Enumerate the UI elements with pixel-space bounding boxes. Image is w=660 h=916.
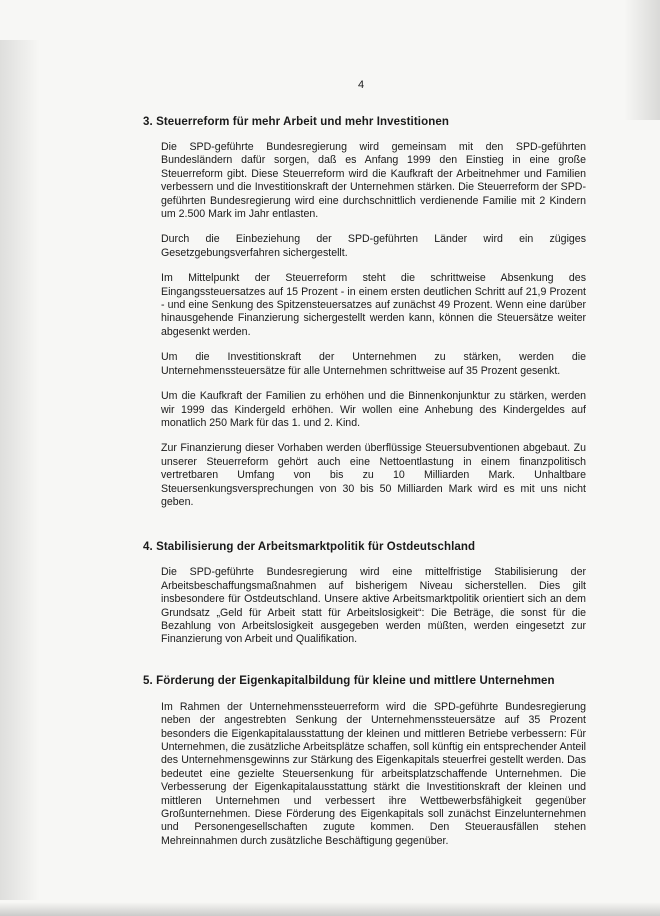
section-eigenkapitalbildung xyxy=(143,675,590,848)
section-body xyxy=(161,566,586,646)
paragraph: Um die Investitionskraft der Unternehmen zu stärken, werden die Unternehmenssteuersätze für alle Unternehmen schrittweise auf 35 Prozent gesenkt. xyxy=(161,351,586,377)
section-body xyxy=(161,141,586,509)
section-heading: 3. Steuerreform für mehr Arbeit und mehr Investitionen xyxy=(143,116,449,128)
section-body xyxy=(161,701,586,848)
paragraph: Um die Kaufkraft der Familien zu erhöhen und die Binnenkonjunktur zu stärken, werden wir 1999 das Kindergeld erhöhen. Wir wollen eine Anhebung des Kindergeldes auf monatlich 250 Mark für das 1. und 2. Kind. xyxy=(161,390,586,429)
paragraph: Im Rahmen der Unternehmenssteuerreform wird die SPD-geführte Bundesregierung neben der angestrebten Senkung der Unternehmenssteuersätze auf 35 Prozent besonders die Eigenkapitalausstattung der kleinen und mittleren Betriebe verbessern: Für Unternehmen, die zusätzliche Arbeitsplätze schaffen, soll künftig ein entsprechender Anteil des Unternehmensgewinns zur Stärkung des Eigenkapitals steuerfrei gestellt werden. Das bedeutet eine gezielte Steuersenkung für arbeitsplatzschaffende Unternehmen. Die Verbesserung der Eigenkapitalausstattung stärkt die Investitionskraft der kleinen und mittleren Unternehmen und verbessert ihre Wettbewerbsfähigkeit gegenüber Großunternehmen. Diese Förderung des Eigenkapitals soll zunächst Einzelunternehmen und Personengesellschaften zugute kommen. Den Steuerausfällen stehen Mehreinnahmen durch zusätzliche Beschäftigung gegenüber. xyxy=(161,700,586,847)
page-number: 4 xyxy=(358,79,365,91)
document-content xyxy=(143,116,590,848)
scan-shadow-bottom xyxy=(0,902,660,916)
section-heading: 5. Förderung der Eigenkapitalbildung für kleine und mittlere Unternehmen xyxy=(143,674,555,687)
paragraph: Durch die Einbeziehung der SPD-geführten Länder wird ein zügiges Gesetzgebungsverfahren sichergestellt. xyxy=(161,233,586,259)
section-arbeitsmarktpolitik xyxy=(143,541,590,646)
scan-shadow-left xyxy=(0,40,40,900)
paragraph: Im Mittelpunkt der Steuerreform steht die schrittweise Absenkung des Eingangssteuersatzes auf 15 Prozent - in einem ersten deutlichen Schritt auf 21,9 Prozent - und eine Senkung des Spitzensteuersatzes auf zunächst 49 Prozent. Wenn eine darüber hinausgehende Finanzierung sichergestellt werden kann, können die Steuersätze weiter abgesenkt werden. xyxy=(161,272,586,338)
scan-shadow-right xyxy=(624,0,660,120)
paragraph: Zur Finanzierung dieser Vorhaben werden überflüssige Steuersubventionen abgebaut. Zu unserer Steuerreform gehört auch eine Nettoentlastung in einem finanzpolitisch vertretbaren Umfang von bis zu 10 Milliarden Mark. Unhaltbare Steuersenkungsversprechungen von 30 bis 50 Milliarden Mark wird es mit uns nicht geben. xyxy=(161,442,586,508)
paragraph: Die SPD-geführte Bundesregierung wird gemeinsam mit den SPD-geführten Bundesländern dafür sorgen, daß es Anfang 1999 den Einstieg in eine große Steuerreform gibt. Diese Steuerreform wird die Kaufkraft der Arbeitnehmer und Familien verbessern und die Investitionskraft der Unternehmen stärken. Die Steuerreform der SPD-geführten Bundesregierung wird eine durchschnittlich verdienende Familie mit 2 Kindern um 2.500 Mark im Jahr entlasten. xyxy=(161,141,586,221)
section-heading: 4. Stabilisierung der Arbeitsmarktpolitik für Ostdeutschland xyxy=(143,541,476,554)
section-steuerreform xyxy=(143,116,590,509)
paragraph: Die SPD-geführte Bundesregierung wird eine mittelfristige Stabilisierung der Arbeitsbeschaffungsmaßnahmen auf bisherigem Niveau sicherstellen. Dies gilt insbesondere für Ostdeutschland. Unsere aktive Arbeitsmarktpolitik orientiert sich an dem Grundsatz „Geld für Arbeit statt für Arbeitslosigkeit“: Die Beträge, die sonst für die Bezahlung von Arbeitslosigkeit ausgegeben werden müßten, werden eingesetzt zur Finanzierung von Arbeit und Qualifikation. xyxy=(161,566,586,646)
